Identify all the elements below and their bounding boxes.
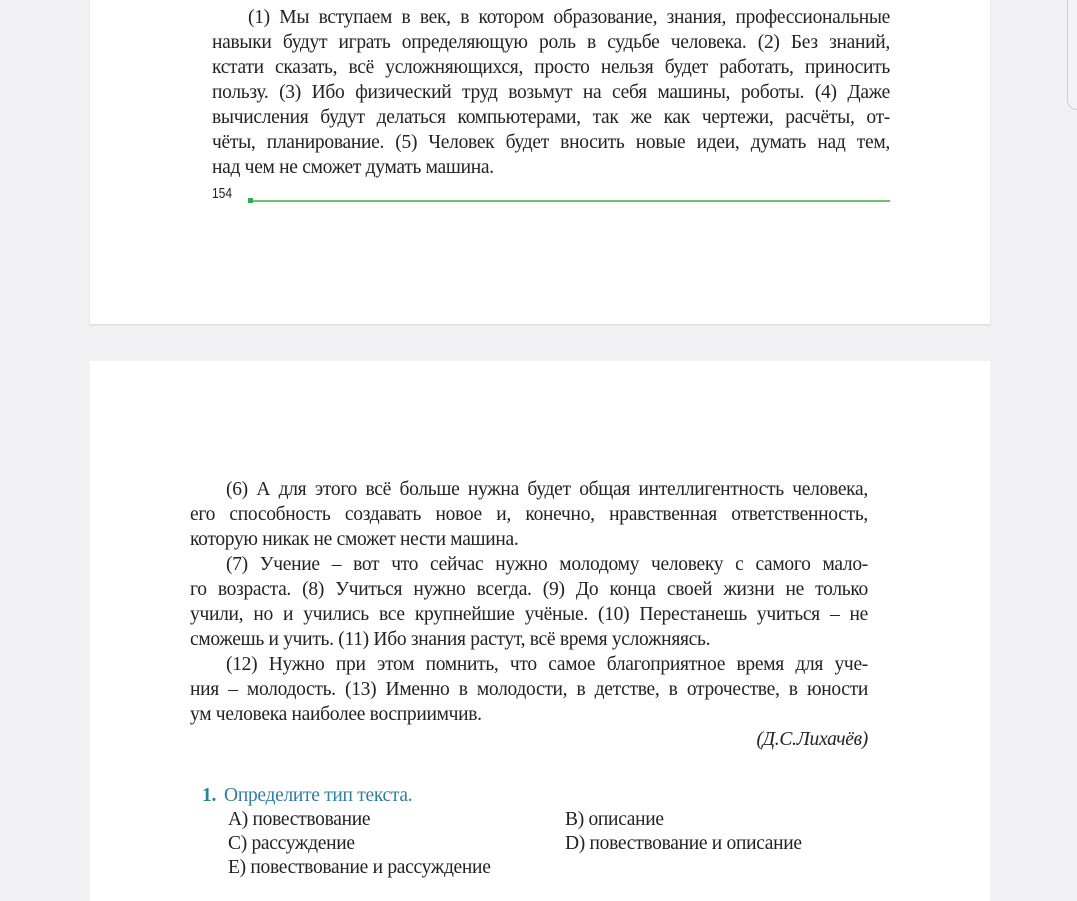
text-line: чёты, планирование. (5) Человек будет вносить новые идеи, думать над тем,	[212, 132, 890, 153]
paragraph-1	[212, 5, 890, 180]
question-title: Определите тип текста.	[224, 785, 413, 806]
text-line: над чем не сможет думать машина.	[212, 157, 494, 178]
text-line: (1) Мы вступаем в век, в котором образование, знания, профессиональные	[248, 7, 890, 28]
text-line: учили, но и учились все крупнейшие учёные. (10) Перестанешь учиться – не	[190, 604, 868, 625]
scrollbar[interactable]	[1067, 0, 1077, 110]
text-line: навыки будут играть определяющую роль в судьбе человека. (2) Без знаний,	[212, 32, 890, 53]
text-line: его способность создавать новое и, конечно, нравственная ответственность,	[190, 504, 868, 525]
text-line: (12) Нужно при этом помнить, что самое благоприятное время для уче-	[226, 654, 868, 675]
page-number: 154	[212, 185, 233, 202]
page-154	[90, 0, 990, 324]
footer-rule	[250, 200, 890, 202]
text-line: (6) А для этого всё больше нужна будет общая интеллигентность человека,	[226, 479, 868, 500]
option-c: C) рассуждение	[228, 833, 355, 854]
page-155	[90, 361, 990, 901]
option-b: B) описание	[565, 809, 664, 830]
answer-options	[228, 808, 865, 880]
option-d: D) повествование и описание	[565, 833, 802, 854]
text-line: ния – молодость. (13) Именно в молодости, в детстве, в отрочестве, в юности	[190, 679, 868, 700]
text-line: го возраста. (8) Учиться нужно всегда. (9) До конца своей жизни не только	[190, 579, 868, 600]
text-line: сможешь и учить. (11) Ибо знания растут, всё время усложняясь.	[190, 629, 711, 650]
text-line: которую никак не сможет нести машина.	[190, 529, 519, 550]
text-line: вычисления будут делаться компьютерами, так же как чертежи, расчёты, от-	[212, 107, 890, 128]
option-a: A) повествование	[228, 809, 371, 830]
text-body	[190, 477, 868, 752]
question-1	[202, 784, 865, 880]
option-e: E) повествование и рассуждение	[228, 857, 491, 878]
text-line: кстати сказать, всё усложняющихся, просто нельзя будет работать, приносить	[212, 57, 890, 78]
author: (Д.С.Лихачёв)	[756, 729, 868, 750]
text-line: (7) Учение – вот что сейчас нужно молодому человеку с самого мало-	[226, 554, 868, 575]
text-line: пользу. (3) Ибо физический труд возьмут на себя машины, роботы. (4) Даже	[212, 82, 890, 103]
question-number: 1.	[202, 785, 217, 806]
text-line: ум человека наиболее восприимчив.	[190, 704, 482, 725]
